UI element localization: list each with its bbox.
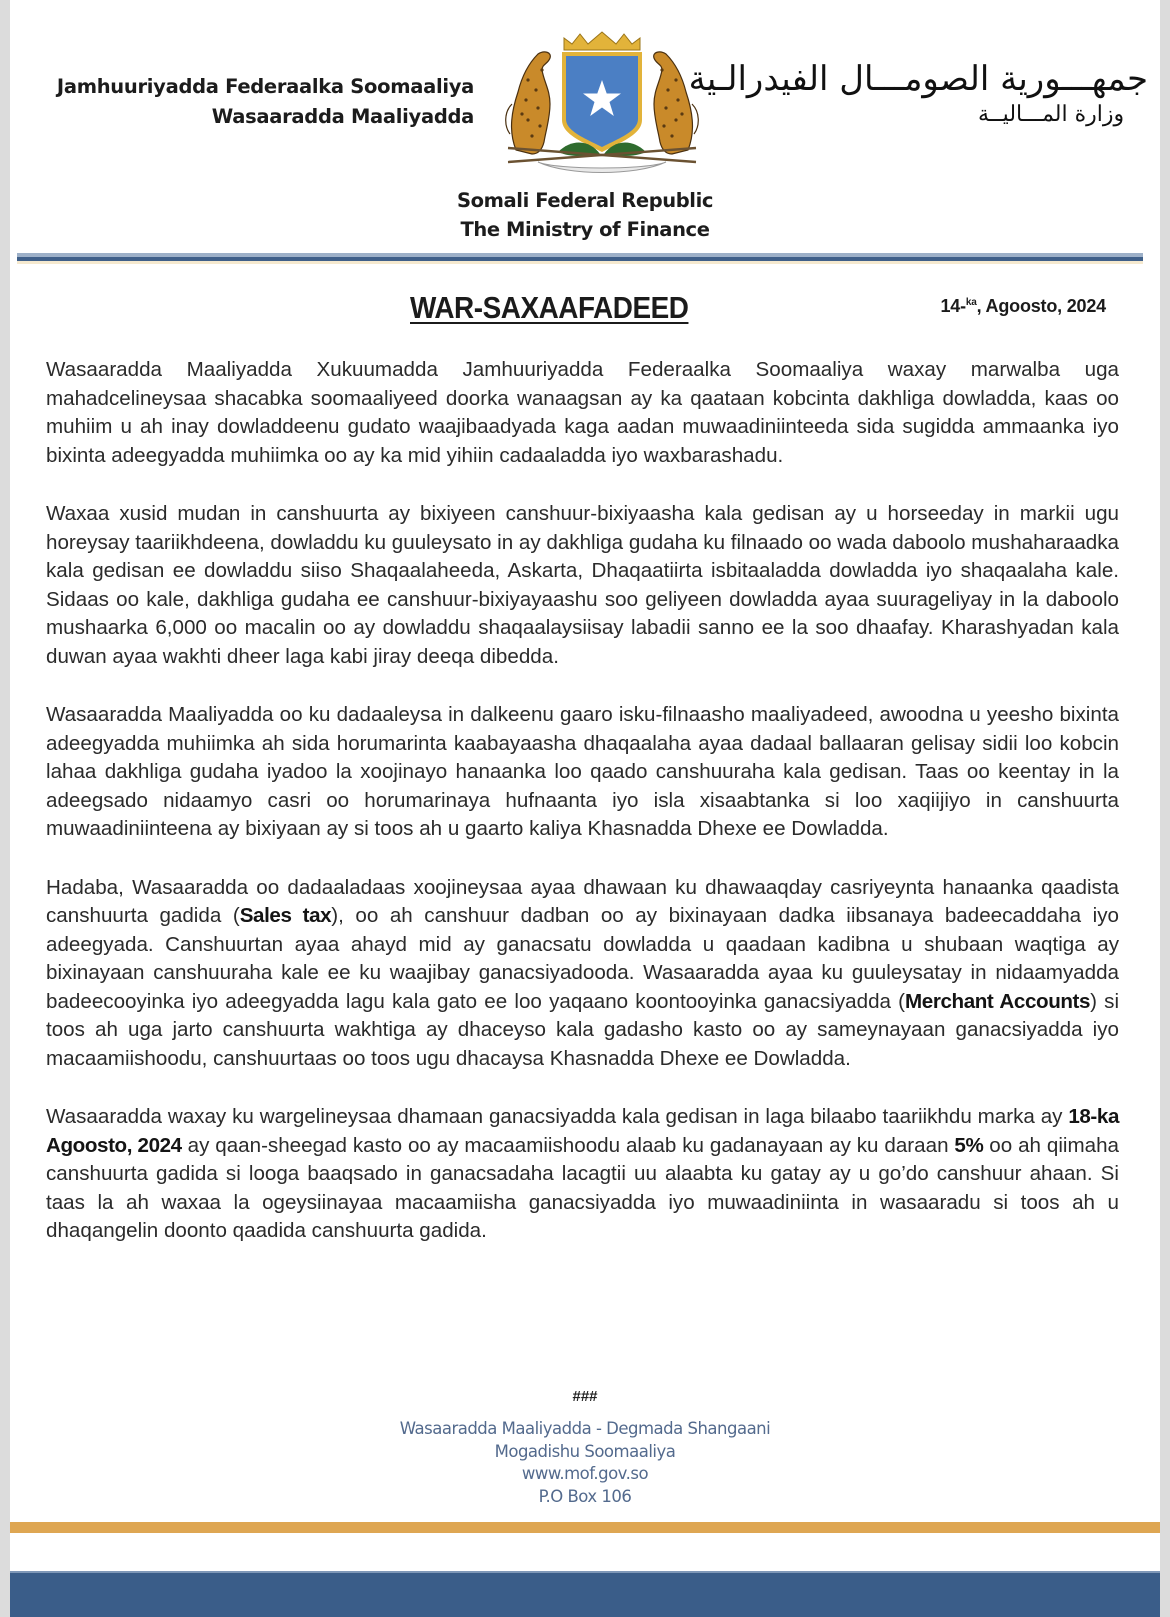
press-release-page <box>10 0 1160 1617</box>
paragraph-text: oo ah qiimaha canshuurta gadida si looga baaqsado in ganacsadaha lacagtii uu alaabta ku gatay ay u go’do canshuur ahaan. Si taas la ah waxaa la ogeysiinayaa macaamiisha ganacsiyadda iyo muwaadiniinta in wasaaradu si toos ah u dhaqangelin doonto qaadida canshuurta gadida. <box>46 1133 1119 1242</box>
letterhead-somali <box>57 72 474 132</box>
press-release-body <box>46 356 1119 1276</box>
paragraph-3 <box>46 701 1119 844</box>
emphasis-text: Sales tax <box>239 904 332 927</box>
date-day: 14- <box>940 296 966 316</box>
document-date <box>940 296 1106 317</box>
paragraph-2 <box>46 500 1119 671</box>
paragraph-4 <box>46 874 1119 1074</box>
footer-gold-band <box>10 1522 1160 1533</box>
republic-name-somali: Jamhuuriyadda Federaalka Soomaaliya <box>56 75 474 98</box>
ministry-name-english: The Ministry of Finance <box>460 218 710 241</box>
ministry-name-arabic: وزارة المـــاليــة <box>978 102 1125 127</box>
republic-name-arabic: جمهـــورية الصومـــال الفيدرالـية <box>688 59 1148 99</box>
date-rest: , Agoosto, 2024 <box>976 296 1106 316</box>
paragraph-1 <box>46 356 1119 470</box>
paragraph-text: Wasaaradda waxay ku wargelineysaa dhamaan ganacsiyadda kala gedisan in laga bilaabo taariikhdu marka ay <box>46 1105 1069 1128</box>
date-suffix: ka <box>965 297 977 308</box>
paragraph-text: ) si toos ah uga jarto canshuurta wakhtiga ay dhaceyso kala gadasho kasto oo ay sameynayaan ganacsiyadda iyo macaamiishoodu, canshuurtaas oo toos ugu dhacaysa Khasnadda Dhexe ee Dowladda. <box>46 989 1120 1070</box>
footer-city: Mogadishu Soomaaliya <box>494 1441 676 1461</box>
paragraph-text: Wasaaradda Maaliyadda Xukuumadda Jamhuuriyadda Federaalka Soomaaliya waxay marwalba uga mahadcelineysaa shacabka soomaaliyeed doorka wanaagsan ay ka qaataan kobcinta dakhliga dowladda, kaas oo muhiim u ah inay dowladdeenu gudato waajibaadyada kaga aadan muwaadiniinteeda sida sugidda ammaanka iyo bixinta adeegyadda muhiimka oo ay ka mid yihiin cadaaladda iyo waxbarashadu. <box>46 358 1119 467</box>
emphasis-text: 18-ka Agoosto, 2024 <box>46 1105 1119 1157</box>
paragraph-text: ), oo ah canshuur dadban oo ay bixinayaan dadka iibsanaya badeecaddaha iyo adeegyada. Canshuurtan ayaa ahayd mid ay ganacsatu dowladda u qaadaan kadibna u shubaan waqtiga ay bixinayaan canshuuraha kale ee ku waajibay ganacsiyadooda. Wasaaradda ayaa ku guuleysatay in nidaamyadda badeecooyinka iyo adeegyadda lagu kala gato ee loo yaqaano koontooyinka ganacsiyadda ( <box>46 904 1119 1013</box>
letterhead-arabic <box>678 56 1148 128</box>
paragraph-text: Waxaa xusid mudan in canshuurta ay bixiyeen canshuur-bixiyaasha kala gedisan ay u horseeday in markii ugu horeysay taariikhdeena, dowladdu ku guuleysato in ay dakhliga gudaha ku filnaado oo wada daboolo mushaharaadka kala gedisan ee dowladdu siiso Shaqaalaheeda, Askarta, Dhaqaatiirta isbitaaladda dowladda iyo shaqaalaha kale. Sidaas oo kale, dakhliga gudaha ee canshuur-bixiyayaashu soo geliyeen dowladda ayaa suurageliyay in la daboolo mushaarka 6,000 oo macalin oo ay dowladdu shaqaalaysiisay labadii sanno ee la soo dhaafay. Kharashyadan kala duwan ayaa wakhti dheer laga kabi jiray deeqa dibedda. <box>46 502 1119 668</box>
republic-name-english: Somali Federal Republic <box>456 189 714 212</box>
letterhead-english <box>10 186 1160 244</box>
paragraph-text: Wasaaradda Maaliyadda oo ku dadaaleysa in dalkeenu gaaro isku-filnaasho maaliyadeed, awoodna u yeesho bixinta adeegyadda muhiimka ah sida horumarinta kaabayaasha dhaqaalaha ayaa dadaal ballaaran gelisay sidii loo kobcin lahaa dakhliga gudaha iyadoo la xoojinayo hanaanka loo qaado canshuuraha kala gedisan. Taas oo keentay in la adeegsado nidaamyo casri oo horumarinaya hufnaanta iyo isla xisaabtanka si loo xaqiijiyo in canshuurta muwaadiniinteena ay bixiyaan ay si toos ah u gaarto kaliya Khasnadda Dhexe ee Dowladda. <box>46 703 1119 840</box>
emphasis-text: Merchant Accounts <box>905 989 1091 1013</box>
coat-of-arms-icon <box>498 30 706 180</box>
paragraph-text: ay qaan-sheegad kasto oo ay macaamiishoodu alaab ku gadanayaan ay ku daraan <box>181 1133 955 1157</box>
end-mark: ### <box>572 1388 598 1405</box>
header-divider <box>17 253 1143 264</box>
footer-website-link[interactable]: www.mof.gov.so <box>521 1464 649 1483</box>
paragraph-text: Hadaba, Wasaaradda oo dadaaladaas xoojineysaa ayaa dhawaan ku dhawaaqday casriyeynta hanaanka qaadista canshuurta gadida ( <box>46 875 1119 927</box>
footer-ministry-location: Wasaaradda Maaliyadda - Degmada Shangaani <box>399 1419 771 1438</box>
footer-blue-band <box>10 1573 1160 1617</box>
document-title: WAR-SAXAAFADEED <box>410 290 689 325</box>
paragraph-5 <box>46 1103 1119 1246</box>
footer-address <box>10 1418 1160 1508</box>
footer-po-box: P.O Box 106 <box>538 1486 632 1506</box>
ministry-name-somali: Wasaaradda Maaliyadda <box>211 105 474 128</box>
emphasis-text: 5% <box>954 1133 984 1157</box>
